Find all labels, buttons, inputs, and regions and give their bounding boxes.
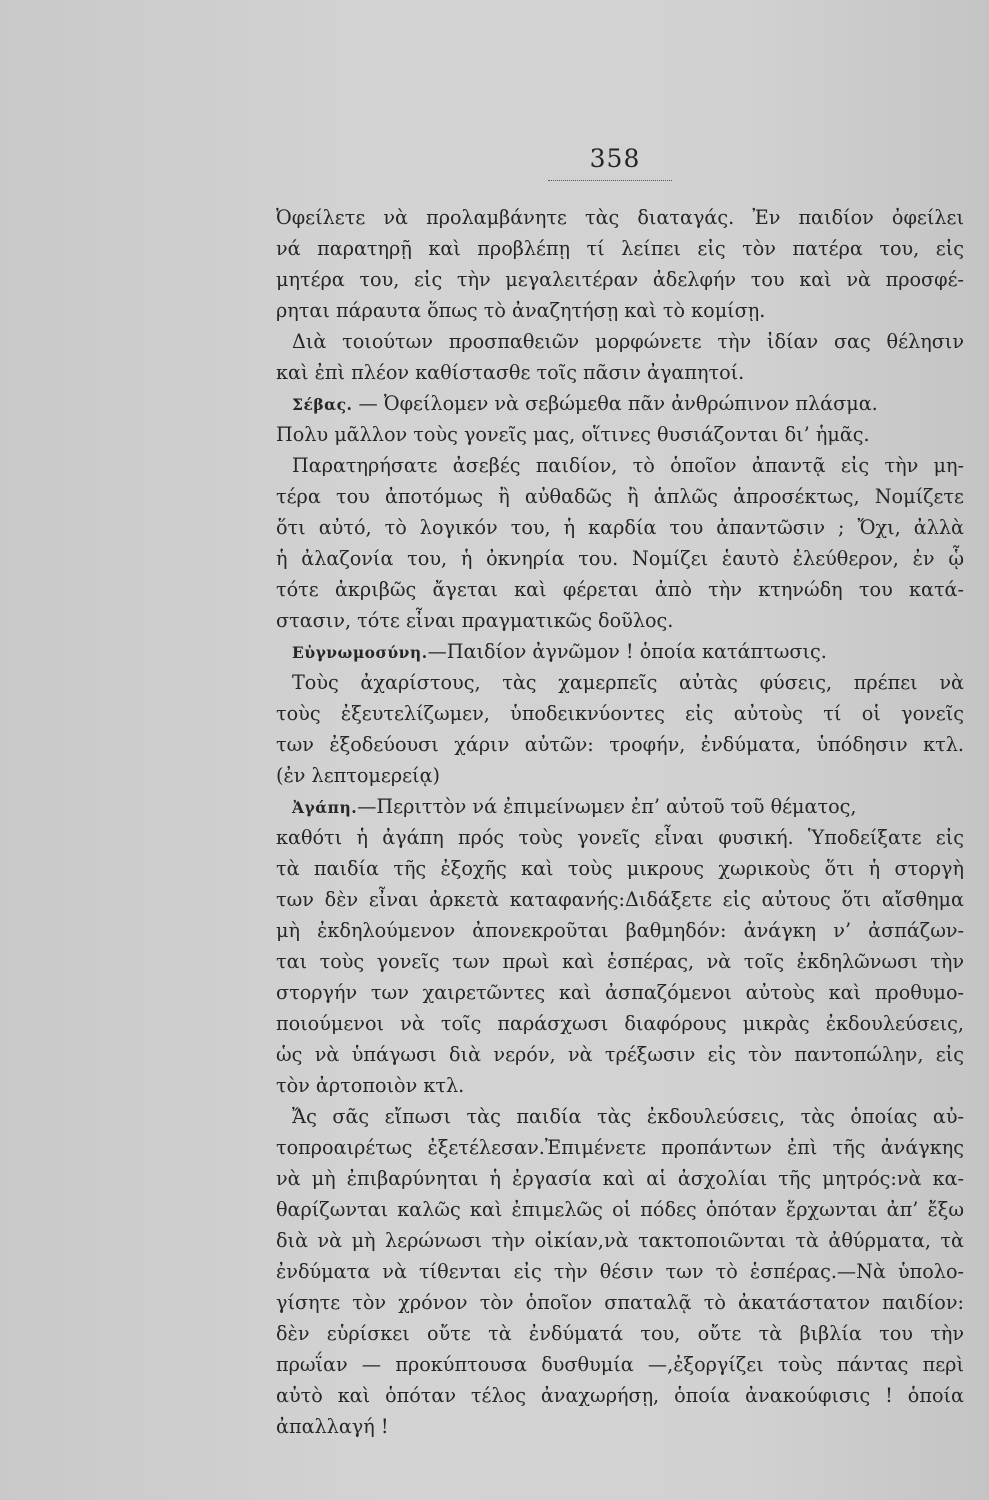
text-line — [276, 450, 964, 481]
text-line — [276, 1318, 964, 1349]
line-text: νὰ μὴ ἐπιβαρύνηται ἡ ἐργασία καὶ αἱ ἀσχολίαι τῆς μητρός:νὰ κα- — [276, 1167, 964, 1190]
text-line — [276, 1194, 964, 1225]
line-text: Ὀφείλετε νὰ προλαμβάνητε τὰς διαταγάς. Ἐν παιδίον ὀφείλει — [276, 206, 964, 229]
text-line — [276, 1039, 964, 1070]
line-text: (ἐν λεπτομερείᾳ) — [276, 764, 441, 787]
text-line — [276, 357, 964, 388]
line-text: ρηται πάραυτα ὅπως τὸ ἀναζητήσῃ καὶ τὸ κομίσῃ. — [276, 299, 766, 322]
text-line — [276, 1380, 964, 1411]
text-line — [276, 853, 964, 884]
section-head-agapi: Ἀγάπη. — [292, 798, 358, 817]
line-text: τέρα του ἀποτόμως ἢ αὐθαδῶς ἢ ἁπλῶς ἀπροσέκτως, Νομίζετε — [276, 485, 964, 508]
text-line — [276, 481, 964, 512]
line-text: διὰ νὰ μὴ λερώνωσι τὴν οἰκίαν,νὰ τακτοποιῶνται τὰ ἀθύρματα, τὰ — [276, 1229, 964, 1252]
line-text: καὶ ἐπὶ πλέον καθίστασθε τοῖς πᾶσιν ἀγαπητοί. — [276, 361, 745, 384]
line-text: ἡ ἀλαζονία του, ἡ ὀκνηρία του. Νομίζει ἑαυτὸ ἐλεύθερον, ἐν ᾧ — [276, 547, 964, 570]
section-head-sevas: Σέβας. — [292, 395, 353, 414]
line-text: Πολυ μᾶλλον τοὺς γονεῖς μας, οἵτινες θυσιάζονται δι’ ἡμᾶς. — [276, 423, 870, 446]
line-text: μὴ ἐκδηλούμενον ἀπονεκροῦται βαθμηδόν: ἀνάγκη ν’ ἀσπάζων- — [276, 919, 964, 942]
text-line — [276, 419, 964, 450]
line-text: —Περιττὸν νά ἐπιμείνωμεν ἐπ’ αὐτοῦ τοῦ θέματος, — [357, 795, 857, 818]
text-line — [276, 295, 964, 326]
line-text: ὡς νὰ ὑπάγωσι διὰ νερόν, νὰ τρέξωσιν εἰς τὸν παντοπώλην, εἰς — [276, 1043, 964, 1066]
text-line — [276, 667, 964, 698]
text-line — [276, 636, 964, 667]
line-text: τὰ παιδία τῆς ἐξοχῆς καὶ τοὺς μικρους χωρικοὺς ὅτι ἡ στοργὴ — [276, 857, 964, 880]
text-line — [276, 1070, 964, 1101]
line-text: ἐνδύματα νὰ τίθενται εἰς τὴν θέσιν των τὸ ἑσπέρας.—Νὰ ὑπολο- — [276, 1260, 964, 1283]
text-line — [276, 946, 964, 977]
line-text: στοργήν των χαιρετῶντες καὶ ἀσπαζόμενοι αὐτοὺς καὶ προθυμο- — [276, 981, 964, 1004]
line-text: Διὰ τοιούτων προσπαθειῶν μορφώνετε τὴν ἰδίαν σας θέλησιν — [292, 330, 964, 353]
line-text: νά παρατηρῇ καὶ προβλέπῃ τί λείπει εἰς τὸν πατέρα του, εἰς — [276, 237, 964, 260]
line-text: δὲν εὑρίσκει οὔτε τὰ ἐνδύματά του, οὔτε τὰ βιβλία του τὴν — [276, 1322, 964, 1345]
text-line — [276, 1256, 964, 1287]
line-text: ποιούμενοι νὰ τοῖς παράσχωσι διαφόρους μικρὰς ἐκδουλεύσεις, — [276, 1012, 964, 1035]
text-line — [276, 543, 964, 574]
section-head-eugnomosyni: Εὐγνωμοσύνη. — [292, 643, 428, 662]
line-text: καθότι ἡ ἀγάπη πρός τοὺς γονεῖς εἶναι φυσική. Ὑποδείξατε εἰς — [276, 826, 964, 849]
line-text: ἀπαλλαγή ! — [276, 1415, 389, 1438]
page-number: 358 — [589, 144, 641, 173]
text-line — [276, 1008, 964, 1039]
text-line — [276, 574, 964, 605]
text-line — [276, 915, 964, 946]
line-text: τοπροαιρέτως ἐξετέλεσαν.Ἐπιμένετε προπάντων ἐπὶ τῆς ἀνάγκης — [276, 1136, 964, 1159]
text-line — [276, 388, 964, 419]
text-line — [276, 264, 964, 295]
text-line — [276, 512, 964, 543]
text-line — [276, 1132, 964, 1163]
text-line — [276, 698, 964, 729]
text-line — [276, 1163, 964, 1194]
line-text: Τοὺς ἀχαρίστους, τὰς χαμερπεῖς αὐτὰς φύσεις, πρέπει νὰ — [292, 671, 964, 694]
page-number-rule — [548, 180, 672, 181]
line-text: τότε ἀκριβῶς ἄγεται καὶ φέρεται ἀπὸ τὴν κτηνώδη του κατά- — [276, 578, 964, 601]
text-line — [276, 202, 964, 233]
text-line — [276, 884, 964, 915]
line-text: θαρίζωνται καλῶς καὶ ἐπιμελῶς οἱ πόδες ὁπόταν ἔρχωνται ἀπ’ ἔξω — [276, 1198, 964, 1221]
line-text: γίσητε τὸν χρόνον τὸν ὁποῖον σπαταλᾷ τὸ ἀκατάστατον παιδίον: — [276, 1291, 964, 1314]
line-text: των ἐξοδεύουσι χάριν αὐτῶν: τροφήν, ἐνδύματα, ὑπόδησιν κτλ. — [276, 733, 964, 756]
line-text: Παρατηρήσατε ἀσεβές παιδίον, τὸ ὁποῖον ἀπαντᾷ εἰς τὴν μη- — [292, 454, 964, 477]
text-line — [276, 326, 964, 357]
text-line — [276, 1287, 964, 1318]
line-text: μητέρα του, εἰς τὴν μεγαλειτέραν ἀδελφήν του καὶ νὰ προσφέ- — [276, 268, 964, 291]
line-text: Ἄς σᾶς εἴπωσι τὰς παιδία τὰς ἐκδουλεύσεις, τὰς ὁποίας αὐ- — [292, 1105, 964, 1128]
text-line — [276, 760, 964, 791]
text-line — [276, 605, 964, 636]
line-text: ὅτι αὐτό, τὸ λογικόν του, ἡ καρδία του ἀπαντῶσιν ; Ὄχι, ἀλλὰ — [276, 516, 964, 539]
line-text: ται τοὺς γονεῖς των πρωὶ καὶ ἑσπέρας, νὰ τοῖς ἐκδηλῶνωσι τὴν — [276, 950, 964, 973]
text-line — [276, 1101, 964, 1132]
text-line — [276, 791, 964, 822]
line-text: —Παιδίον ἀγνῶμον ! ὁποία κατάπτωσις. — [427, 640, 827, 663]
line-text: πρωΐαν — προκύπτουσα δυσθυμία —,ἐξοργίζει τοὺς πάντας περὶ — [276, 1353, 964, 1376]
line-text: τοὺς ἐξευτελίζωμεν, ὑποδεικνύοντες εἰς αὐτοὺς τί οἱ γονεῖς — [276, 702, 964, 725]
text-line — [276, 822, 964, 853]
text-line — [276, 1349, 964, 1380]
text-line — [276, 729, 964, 760]
text-line — [276, 233, 964, 264]
line-text: — Ὀφείλομεν νὰ σεβώμεθα πᾶν ἀνθρώπινον πλάσμα. — [358, 392, 878, 415]
text-line — [276, 977, 964, 1008]
line-text: στασιν, τότε εἶναι πραγματικῶς δοῦλος. — [276, 609, 674, 632]
text-line — [276, 1225, 964, 1256]
line-text: τὸν ἀρτοποιὸν κτλ. — [276, 1074, 465, 1097]
text-line — [276, 1411, 964, 1442]
body-text — [276, 202, 964, 1442]
line-text: των δὲν εἶναι ἀρκετὰ καταφανής:Διδάξετε εἰς αὐτους ὅτι αἴσθημα — [276, 888, 964, 911]
line-text: αὐτὸ καὶ ὁπόταν τέλος ἀναχωρήσῃ, ὁποία ἀνακούφισις ! ὁποία — [276, 1384, 964, 1407]
